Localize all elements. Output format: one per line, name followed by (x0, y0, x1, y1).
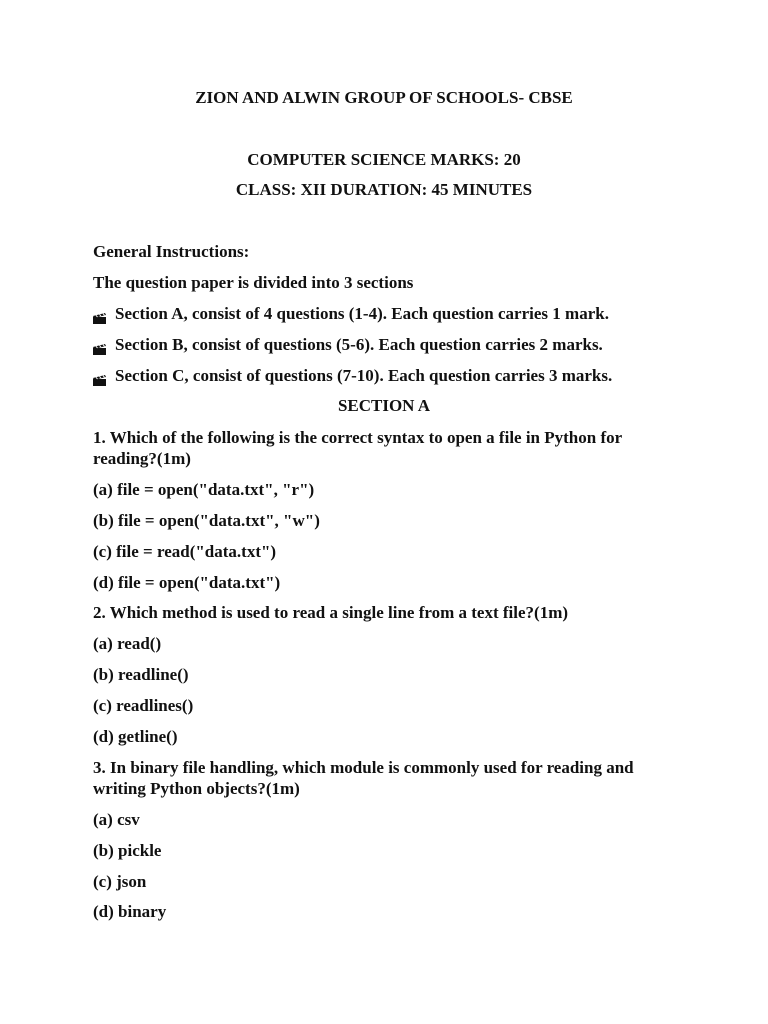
question-text: 2. Which method is used to read a single line from a text file?(1m) (93, 603, 569, 622)
answer-option: (d) binary (93, 902, 167, 921)
clapperboard-icon (93, 370, 107, 381)
instruction-bullet (93, 365, 612, 386)
subject-marks: COMPUTER SCIENCE MARKS: 20 (247, 150, 521, 169)
section-title: SECTION A (337, 396, 431, 415)
answer-option: (d) file = open("data.txt") (93, 573, 281, 592)
instructions-intro: The question paper is divided into 3 sections (93, 273, 414, 292)
instruction-bullet-text: Section A, consist of 4 questions (1-4). Each question carries 1 mark. (115, 304, 609, 323)
answer-option: (d) getline() (93, 727, 178, 746)
answer-option: (c) readlines() (93, 696, 194, 715)
answer-option: (b) pickle (93, 841, 162, 860)
question-text: 3. In binary file handling, which module is commonly used for reading and writing Python objects?(1m) (93, 758, 634, 798)
answer-option: (c) file = read("data.txt") (93, 542, 277, 561)
class-duration: CLASS: XII DURATION: 45 MINUTES (235, 180, 533, 199)
answer-option: (a) csv (93, 810, 140, 829)
instruction-bullet (93, 303, 609, 324)
answer-option: (a) read() (93, 634, 162, 653)
question-text: 1. Which of the following is the correct syntax to open a file in Python for reading?(1m) (93, 428, 622, 468)
clapperboard-icon (93, 339, 107, 350)
school-title: ZION AND ALWIN GROUP OF SCHOOLS- CBSE (195, 88, 573, 107)
answer-option: (b) readline() (93, 665, 189, 684)
answer-option: (b) file = open("data.txt", "w") (93, 511, 320, 530)
instruction-bullet (93, 334, 603, 355)
answer-option: (c) json (93, 872, 147, 891)
instruction-bullet-text: Section C, consist of questions (7-10). Each question carries 3 marks. (115, 366, 613, 385)
instruction-bullet-text: Section B, consist of questions (5-6). Each question carries 2 marks. (115, 335, 603, 354)
clapperboard-icon (93, 308, 107, 319)
answer-option: (a) file = open("data.txt", "r") (93, 480, 315, 499)
instructions-heading: General Instructions: (93, 242, 250, 261)
